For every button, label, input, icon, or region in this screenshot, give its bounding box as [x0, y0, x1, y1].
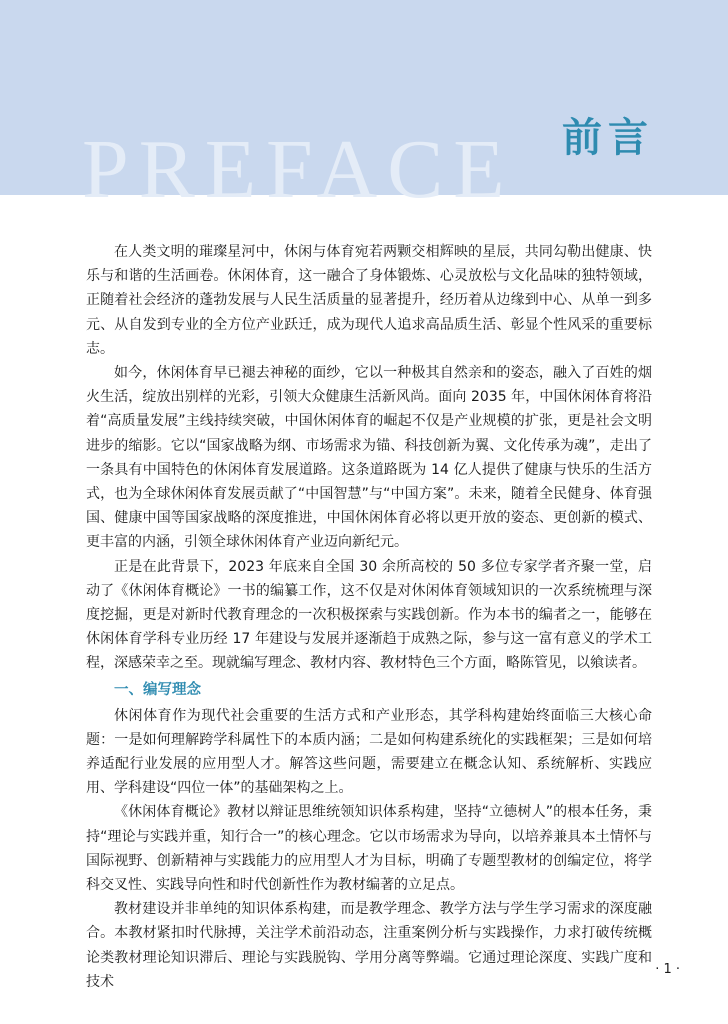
- header-band: [0, 0, 728, 216]
- preface-watermark: PREFACE: [82, 123, 515, 216]
- section-heading: 一、编写理念: [114, 681, 201, 698]
- paragraph: 《休闲体育概论》教材以辩证思维统领知识体系构建，坚持“立德树人”的根本任务，秉持“理论与实践并重，知行合一”的核心理念。它以市场需求为导向，以培养兼具本土情怀与国际视野、创新精神与实践能力的应用型人才为目标，明确了专题型教材的创编定位，将学科交叉性、实践导向性和时代创新性作为教材编著的立足点。: [86, 804, 652, 894]
- paragraph: 如今，休闲体育早已褪去神秘的面纱，它以一种极其自然亲和的姿态，融入了百姓的烟火生活，绽放出别样的光彩，引领大众健康生活新风尚。面向 2035 年，中国休闲体育将沿着“高质量发展”主线持续突破，中国休闲体育的崛起不仅是产业规模的扩张，更是社会文明进步的缩影。它以“国家战略为纲、市场需求为锚、科技创新为翼、文化传承为魂”，走出了一条具有中国特色的休闲体育发展道路。这条道路既为 14 亿人提供了健康与快乐的生活方式，也为全球休闲体育发展贡献了“中国智慧”与“中国方案”。未来，随着全民健身、体育强国、健康中国等国家战略的深度推进，中国休闲体育必将以更开放的姿态、更创新的模式、更丰富的内涵，引领全球休闲体育产业迈向新纪元。: [86, 365, 652, 551]
- paragraph: 教材建设并非单纯的知识体系构建，而是教学理念、教学方法与学生学习需求的深度融合。本教材紧扣时代脉搏，关注学术前沿动态，注重案例分析与实践操作，力求打破传统概论类教材理论知识滞后、理论与实践脱钩、学用分离等弊端。它通过理论深度、实践广度和技术: [86, 901, 652, 990]
- page-title: 前言: [562, 115, 654, 161]
- paragraph: 休闲体育作为现代社会重要的生活方式和产业形态，其学科构建始终面临三大核心命题：一是如何理解跨学科属性下的本质内涵；二是如何构建系统化的实践框架；三是如何培养适配行业发展的应用型人才。解答这些问题，需要建立在概念认知、系统解析、实践应用、学科建设“四位一体”的基础架构之上。: [86, 707, 652, 797]
- paragraph: 正是在此背景下，2023 年底来自全国 30 余所高校的 50 多位专家学者齐聚一堂，启动了《休闲体育概论》一书的编纂工作，这不仅是对休闲体育领域知识的一次系统梳理与深度挖掘，更是对新时代教育理念的一次积极探索与实践创新。作为本书的编者之一，能够在休闲体育学科专业历经 17 年建设与发展并逐渐趋于成熟之际，参与这一富有意义的学术工程，深感荣幸之至。现就编写理念、教材内容、教材特色三个方面，略陈管见，以飨读者。: [86, 558, 652, 672]
- main-text: [86, 240, 652, 994]
- paragraph: 在人类文明的璀璨星河中，休闲与体育宛若两颗交相辉映的星辰，共同勾勒出健康、快乐与和谐的生活画卷。休闲体育，这一融合了身体锻炼、心灵放松与文化品味的独特领域，正随着社会经济的蓬勃发展与人民生活质量的显著提升，经历着从边缘到中心、从单一到多元、从自发到专业的全方位产业跃迁，成为现代人追求高品质生活、彰显个性风采的重要标志。: [86, 244, 652, 357]
- page-number: · 1 ·: [655, 962, 680, 977]
